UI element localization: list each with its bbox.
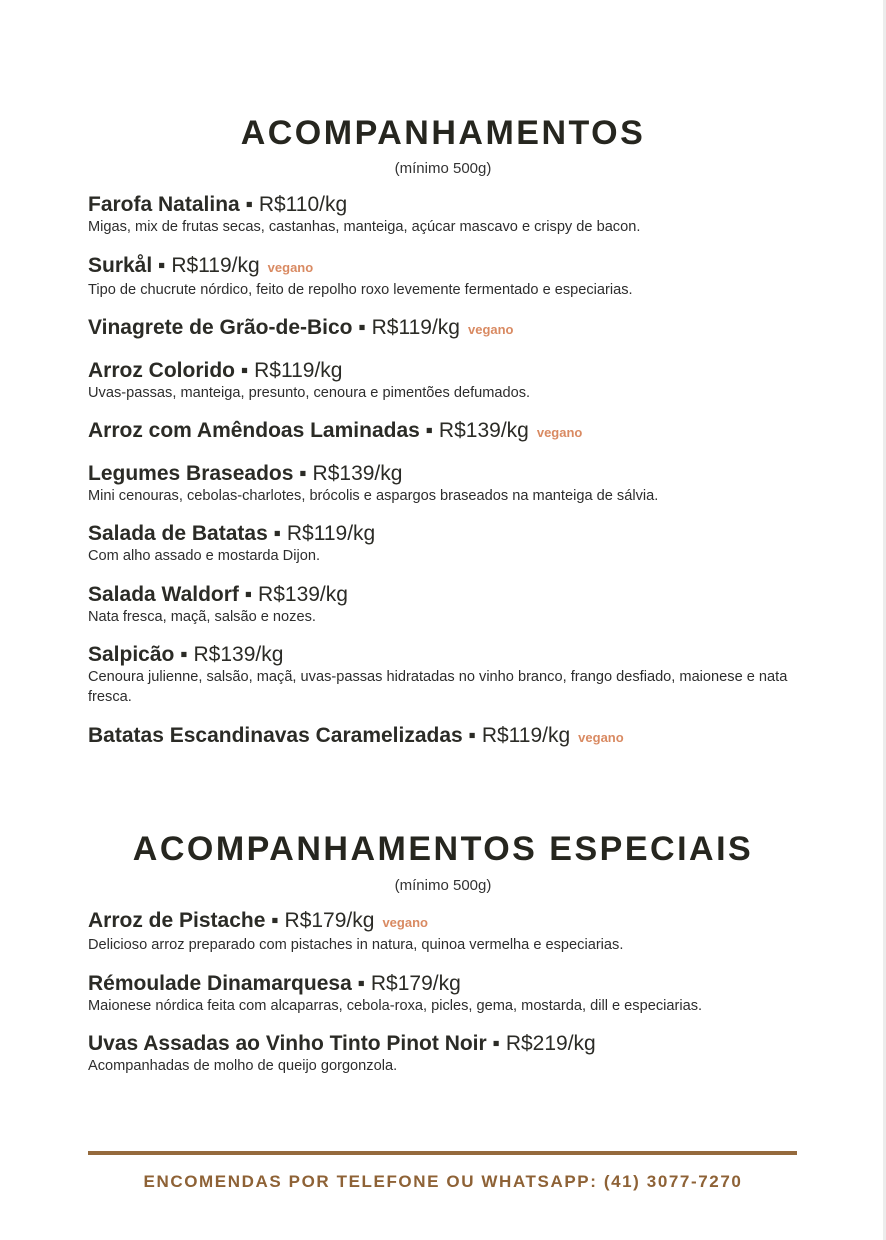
footer-divider [88,1151,797,1155]
item-name: Uvas Assadas ao Vinho Tinto Pinot Noir [88,1032,487,1055]
item-name: Salada de Batatas [88,522,268,545]
item-description: Com alho assado e mostarda Dijon. [88,548,320,564]
menu-item [88,972,808,1016]
item-price: ▪ R$119/kg [240,358,343,382]
item-price: ▪ R$110/kg [245,193,348,216]
menu-item [88,254,808,300]
item-price: ▪ R$139/kg [244,582,348,606]
item-description: Delicioso arroz preparado com pistaches in natura, quinoa vermelha e especiarias. [88,937,624,953]
item-description: Mini cenouras, cebolas-charlotes, brócolis e aspargos braseados na manteiga de sálvia. [88,487,659,504]
item-price: ▪ R$179/kg [271,909,375,932]
menu-item [88,909,808,955]
menu-item [88,419,808,445]
item-title [88,909,808,935]
item-description: Tipo de chucrute nórdico, feito de repolho roxo levemente fermentado e especiarias. [88,281,633,298]
vegan-badge: vegano [578,729,624,745]
section-subtitle: (mínimo 500g) [394,877,492,894]
item-price: ▪ R$119/kg [273,522,376,545]
item-name: Arroz com Amêndoas Laminadas [88,419,420,442]
section-title: ACOMPANHAMENTOS [240,114,646,152]
item-price: ▪ R$219/kg [492,1032,596,1055]
item-name: Surkål [88,253,153,277]
vegan-badge: vegano [382,915,428,930]
item-name: Rémoulade Dinamarquesa [88,971,352,995]
item-name: Batatas Escandinavas Caramelizadas [88,723,463,747]
item-title [88,254,808,280]
item-name: Legumes Braseados [88,461,294,485]
item-title [88,359,808,383]
item-title [88,419,808,445]
item-description: Uvas-passas, manteiga, presunto, cenoura e pimentões defumados. [88,384,531,401]
item-title [88,583,808,607]
item-description: Migas, mix de frutas secas, castanhas, manteiga, açúcar mascavo e crispy de bacon. [88,219,641,235]
item-title [88,643,808,667]
item-price: ▪ R$119/kg [468,723,571,747]
menu-list-acompanhamentos [88,193,808,766]
item-title [88,724,808,750]
menu-item [88,1032,808,1076]
menu-item [88,359,808,403]
item-title [88,462,808,486]
item-title [88,1032,808,1056]
item-description: Cenoura julienne, salsão, maçã, uvas-passas hidratadas no vinho branco, frango desfiado, maionese e nata fresca. [88,669,788,705]
item-description: Acompanhadas de molho de queijo gorgonzola. [88,1058,398,1074]
section-subtitle: (mínimo 500g) [394,160,492,177]
menu-item [88,724,808,750]
item-description: Maionese nórdica feita com alcaparras, cebola-roxa, picles, gema, mostarda, dill e especiarias. [88,997,703,1014]
item-price: ▪ R$119/kg [158,253,260,277]
menu-item [88,316,808,342]
footer-contact: ENCOMENDAS POR TELEFONE OU WHATSAPP: (41) 3077-7270 [143,1172,743,1191]
section-title: ACOMPANHAMENTOS ESPECIAIS [132,830,754,868]
item-title [88,193,808,217]
item-name: Salada Waldorf [88,582,239,606]
menu-item [88,193,808,237]
item-price: ▪ R$139/kg [180,643,284,666]
vegan-badge: vegano [536,425,583,440]
vegan-badge: vegano [467,322,514,337]
item-price: ▪ R$179/kg [357,971,461,995]
item-name: Vinagrete de Grão-de-Bico [88,316,353,339]
menu-item [88,583,808,627]
item-title [88,316,808,342]
vegan-badge: vegano [267,259,314,275]
menu-item [88,522,808,566]
item-name: Farofa Natalina [88,193,240,216]
item-price: ▪ R$139/kg [425,419,529,442]
menu-item [88,462,808,506]
menu-item [88,643,808,707]
item-price: ▪ R$139/kg [299,461,403,485]
item-name: Arroz Colorido [88,358,235,382]
item-title [88,522,808,546]
item-price: ▪ R$119/kg [358,316,460,339]
item-name: Salpicão [88,643,175,666]
item-name: Arroz de Pistache [88,909,266,932]
menu-list-especiais [88,909,808,1093]
item-title [88,972,808,996]
item-description: Nata fresca, maçã, salsão e nozes. [88,608,316,625]
